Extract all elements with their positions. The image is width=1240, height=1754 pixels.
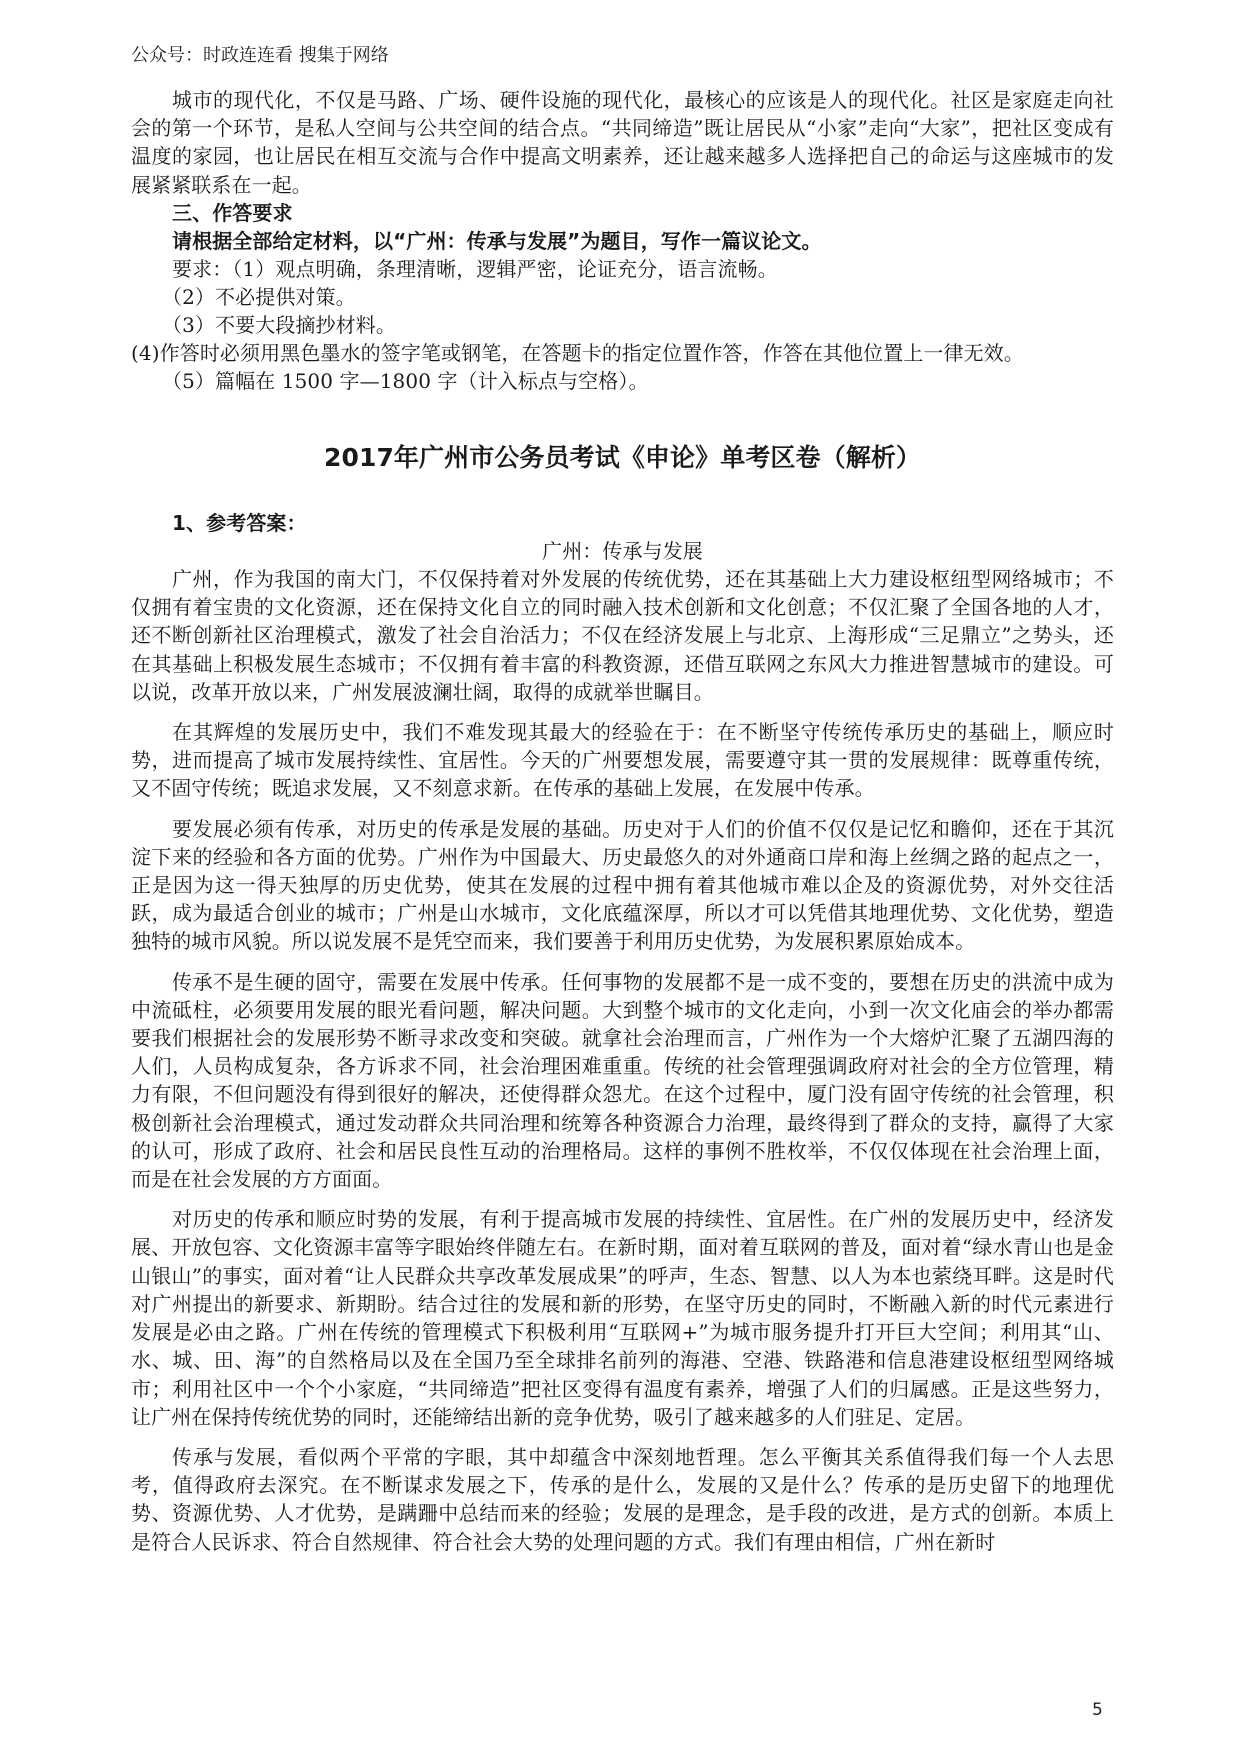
essay-paragraph-6: 传承与发展，看似两个平常的字眼，其中却蕴含中深刻地哲理。怎么平衡其关系值得我们每一个人去思考，值得政府去深究。在不断谋求发展之下，传承的是什么，发展的又是什么？传承的是历史留下的地理优势、资源优势、人才优势，是蹒跚中总结而来的经验；发展的是理念，是手段的改进，是方式的创新。本质上是符合人民诉求、符合自然规律、符合社会大势的处理问题的方式。我们有理由相信，广州在新时 bbox=[131, 1444, 1114, 1554]
requirement-3: （3）不要大段摘抄材料。 bbox=[162, 313, 396, 338]
essay-paragraph-1: 广州，作为我国的南大门，不仅保持着对外发展的传统优势，还在其基础上大力建设枢纽型网络城市；不仅拥有着宝贵的文化资源，还在保持文化自立的同时融入技术创新和文化创意；不仅汇聚了全国各地的人才，还不断创新社区治理模式，激发了社会自治活力；不仅在经济发展上与北京、上海形成“三足鼎立”之势头，还在其基础上积极发展生态城市；不仅拥有着丰富的科教资源，还借互联网之东风大力推进智慧城市的建设。可以说，改革开放以来，广州发展波澜壮阔，取得的成就举世瞩目。 bbox=[131, 567, 1114, 704]
essay-paragraph-2: 在其辉煌的发展历史中，我们不难发现其最大的经验在于：在不断坚守传统传承历史的基础上，顺应时势，进而提高了城市发展持续性、宜居性。今天的广州要想发展，需要遵守其一贯的发展规律：既尊重传统，又不固守传统；既追求发展，又不刻意求新。在传承的基础上发展，在发展中传承。 bbox=[131, 720, 1114, 801]
page-number: 5 bbox=[1092, 1700, 1103, 1720]
requirement-1: 要求：（1）观点明确，条理清晰，逻辑严密，论证充分，语言流畅。 bbox=[172, 257, 778, 282]
essay bbox=[131, 565, 1114, 1556]
page-header: 公众号：时政连连看 搜集于网络 bbox=[131, 45, 389, 66]
requirement-2: （2）不必提供对策。 bbox=[162, 285, 356, 310]
main-title: 2017年广州市公务员考试《申论》单考区卷（解析） bbox=[323, 443, 922, 473]
essay-title: 广州：传承与发展 bbox=[542, 539, 703, 564]
requirement-5: （5）篇幅在 1500 字—1800 字（计入标点与空格）。 bbox=[162, 369, 649, 394]
document-body bbox=[131, 86, 1114, 1568]
requirement-4: (4)作答时必须用黑色墨水的签字笔或钢笔，在答题卡的指定位置作答，作答在其他位置上一律无效。 bbox=[131, 341, 1024, 366]
essay-paragraph-3: 要发展必须有传承，对历史的传承是发展的基础。历史对于人们的价值不仅仅是记忆和瞻仰，还在于其沉淀下来的经验和各方面的优势。广州作为中国最大、历史最悠久的对外通商口岸和海上丝绸之路的起点之一，正是因为这一得天独厚的历史优势，使其在发展的过程中拥有着其他城市难以企及的资源优势，对外交往活跃，成为最适合创业的城市；广州是山水城市，文化底蕴深厚，所以才可以凭借其地理优势、文化优势，塑造独特的城市风貌。所以说发展不是凭空而来，我们要善于利用历史优势，为发展积累原始成本。 bbox=[131, 816, 1114, 954]
answer-heading: 1、参考答案： bbox=[172, 511, 307, 536]
essay-paragraph-4: 传承不是生硬的固守，需要在发展中传承。任何事物的发展都不是一成不变的，要想在历史的洪流中成为中流砥柱，必须要用发展的眼光看问题，解决问题。大到整个城市的文化走向，小到一次文化庙会的举办都需要我们根据社会的发展形势不断寻求改变和突破。就拿社会治理而言，广州作为一个大熔炉汇聚了五湖四海的人们，人员构成复杂，各方诉求不同，社会治理困难重重。传统的社会管理强调政府对社会的全方位管理，精力有限，不但问题没有得到很好的解决，还使得群众怨尤。在这个过程中，厦门没有固守传统的社会管理，积极创新社会治理模式，通过发动群众共同治理和统筹各种资源合力治理，最终得到了群众的支持，赢得了大家的认可，形成了政府、社会和居民良性互动的治理格局。这样的事例不胜枚举，不仅仅体现在社会治理上面，而是在社会发展的方方面面。 bbox=[131, 969, 1114, 1192]
task-statement: 请根据全部给定材料，以“广州：传承与发展”为题目，写作一篇议论文。 bbox=[172, 229, 822, 254]
section-title: 三、作答要求 bbox=[172, 200, 293, 225]
essay-paragraph-5: 对历史的传承和顺应时势的发展，有利于提高城市发展的持续性、宜居性。在广州的发展历史中，经济发展、开放包容、文化资源丰富等字眼始终伴随左右。在新时期，面对着互联网的普及，面对着“绿水青山也是金山银山”的事实，面对着“让人民群众共享改革发展成果”的呼声，生态、智慧、以人为本也萦绕耳畔。这是时代对广州提出的新要求、新期盼。结合过往的发展和新的形势，在坚守历史的同时，不断融入新的时代元素进行发展是必由之路。广州在传统的管理模式下积极利用“互联网+”为城市服务提升打开巨大空间；利用其“山、水、城、田、海”的自然格局以及在全国乃至全球排名前列的海港、空港、铁路港和信息港建设枢纽型网络城市；利用社区中一个个小家庭，“共同缔造”把社区变得有温度有素养，增强了人们的归属感。正是这些努力，让广州在保持传统优势的同时，还能缔结出新的竞争优势，吸引了越来越多的人们驻足、定居。 bbox=[131, 1207, 1114, 1429]
intro-paragraph: 城市的现代化，不仅是马路、广场、硬件设施的现代化，最核心的应该是人的现代化。社区是家庭走向社会的第一个环节，是私人空间与公共空间的结合点。“共同缔造”既让居民从“小家”走向“大家”，把社区变成有温度的家园，也让居民在相互交流与合作中提高文明素养，还让越来越多人选择把自己的命运与这座城市的发展紧紧联系在一起。 bbox=[131, 88, 1114, 197]
